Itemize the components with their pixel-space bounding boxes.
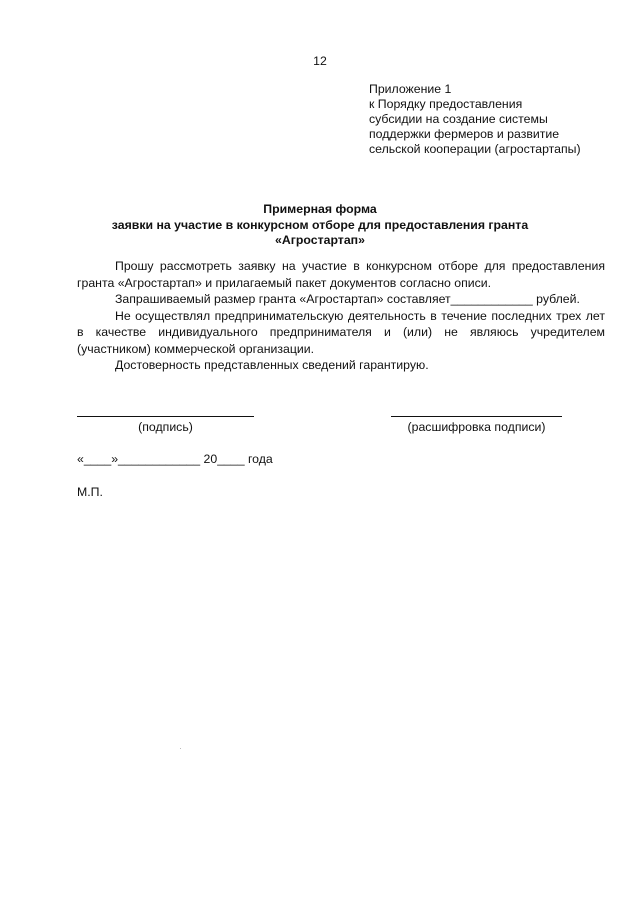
appendix-block — [369, 82, 634, 157]
stamp-placeholder: М.П. — [77, 485, 103, 499]
title-line: Примерная форма — [263, 202, 377, 216]
title-line: заявки на участие в конкурсном отборе для предоставления гранта — [111, 217, 529, 232]
appendix-line: Приложение 1 — [369, 82, 452, 96]
paragraph-grant-amount: Запрашиваемый размер гранта «Агростартап» составляет____________ рублей. — [115, 292, 580, 306]
signature-decoding-caption: (расшифровка подписи) — [407, 420, 546, 434]
signature-decoding-line — [391, 416, 562, 417]
title-line: «Агростартап» — [275, 233, 365, 247]
scan-speck — [180, 748, 181, 749]
signature-caption: (подпись) — [138, 420, 193, 434]
paragraph-guarantee: Достоверность представленных сведений гарантирую. — [115, 358, 429, 372]
page-number: 12 — [313, 54, 327, 68]
appendix-line: сельской кооперации (агростартапы) — [369, 142, 581, 156]
signature-line — [77, 416, 254, 417]
application-body — [77, 258, 605, 374]
appendix-line: субсидии на создание системы — [369, 112, 548, 126]
paragraph-no-business: Не осуществлял предпринимательскую деятельность в течение последних трех лет в качестве индивидуального предпринимателя и (или) не являюсь учредителем (участником) коммерческой организации. — [77, 308, 605, 356]
date-line: «____»____________ 20____ года — [77, 452, 273, 466]
appendix-line: поддержки фермеров и развитие — [369, 127, 560, 141]
appendix-line: к Порядку предоставления — [369, 97, 523, 111]
form-title — [0, 202, 640, 249]
paragraph-request: Прошу рассмотреть заявку на участие в конкурсном отборе для предоставления гранта «Агростартап» и прилагаемый пакет документов согласно описи. — [77, 259, 605, 290]
